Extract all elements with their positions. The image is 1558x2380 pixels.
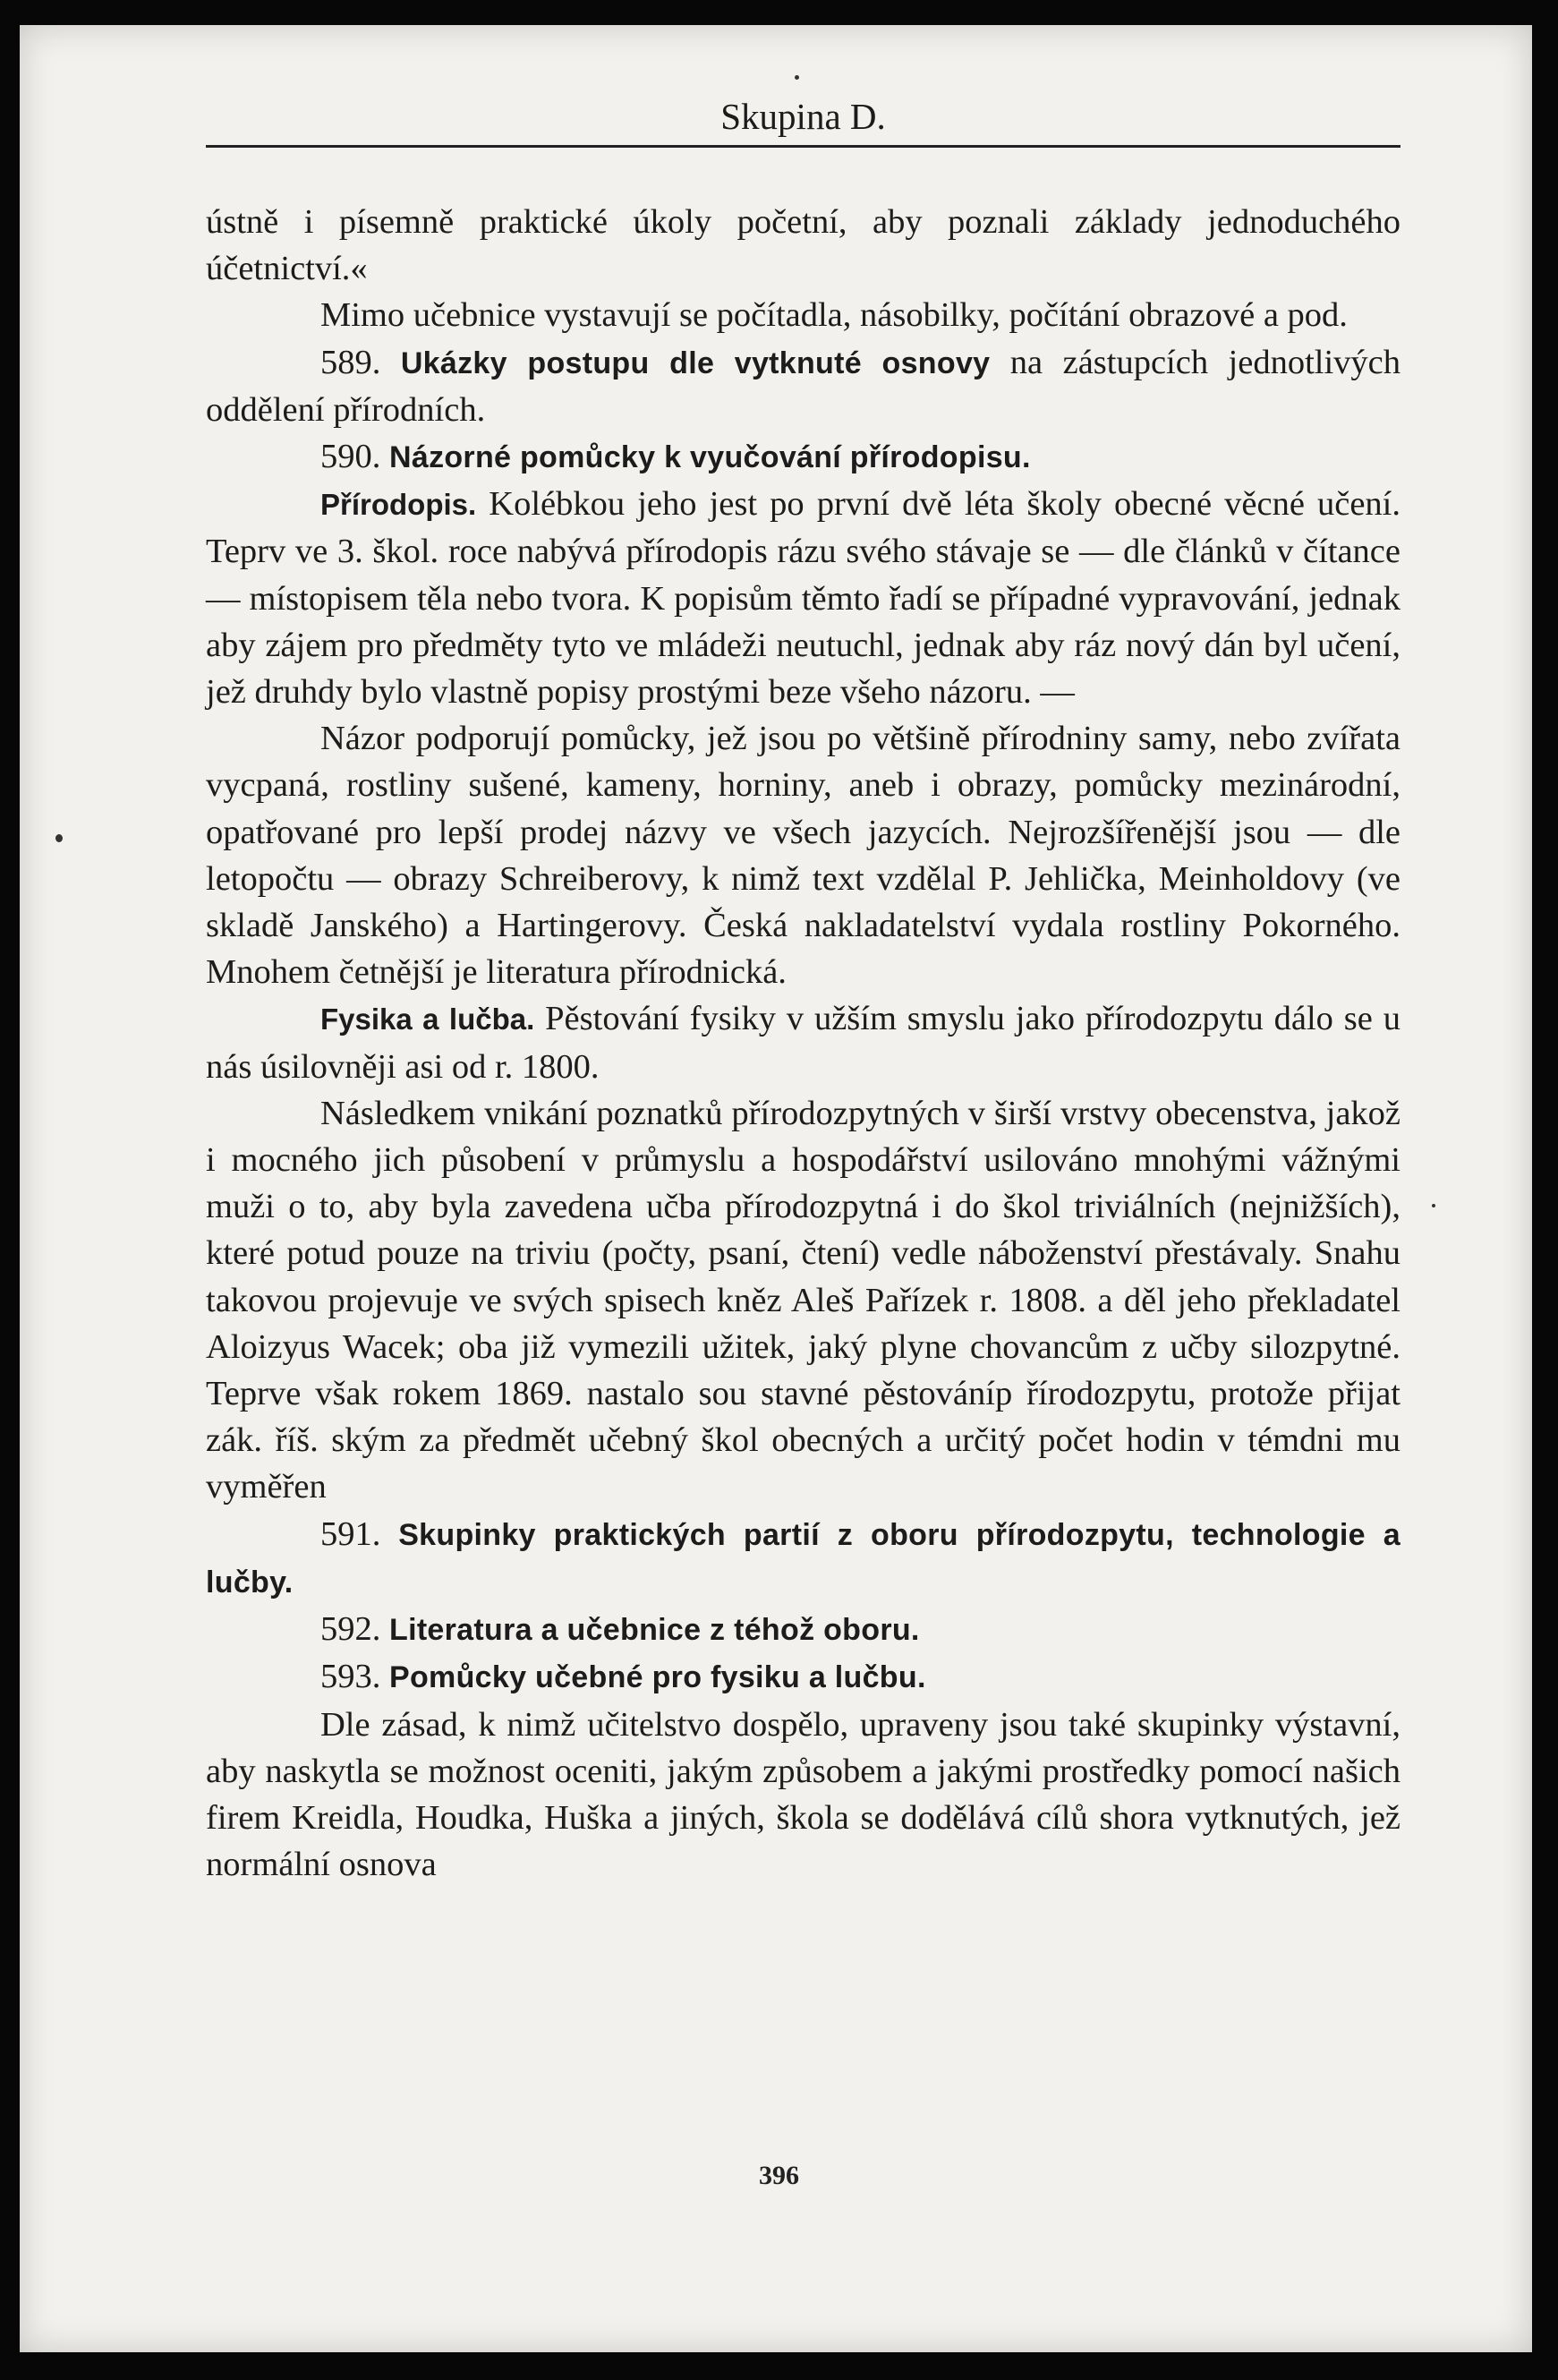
section-heading: Názorné pomůcky k vyučování přírodopisu.	[389, 440, 1031, 475]
paragraph: Následkem vnikání poznatků přírodozpytných v širší vrstvy obecenstva, jakož i mocného jich působení v průmyslu a hospodářství usilováno mnohými vážnými muži o to, aby byla zavedena učba přírodozpytná i do škol triviálních (nejnižších), které potud pouze na triviu (počty, psaní, čtení) vedle náboženství přestávaly. Snahu takovou projevuje ve svých spisech kněz Aleš Pařízek r. 1808. a děl jeho překladatel Aloizyus Wacek; oba již vymezili užitek, jaký plyne chovancům z učby silozpytné. Teprve však rokem 1869. nastalo sou stavné pěstováníp řírodozpytu, protože přijat zák. říš. ským za předmět učebný škol obecných a určitý počet hodin v témdni mu vyměřen	[206, 1094, 1400, 1506]
scan-speck	[55, 834, 63, 842]
paragraph-fysika	[206, 995, 1400, 1089]
paragraph: Názor podporují pomůcky, jež jsou po většině přírodniny samy, nebo zvířata vycpaná, rostliny sušené, kameny, horniny, aneb i obrazy, pomůcky mezinárodní, opatřované pro lepší prodej názvy ve všech jazycích. Nejrozšířenější jsou — dle letopočtu — obrazy Schreiberovy, k nimž text vzdělal P. Jehlička, Meinholdovy (ve skladě Janského) a Hartingerovy. Česká nakladatelství vydala rostliny Pokorného. Mnohem četnější je literatura přírodnická.	[206, 720, 1400, 992]
paragraph-text: Pěstování fysiky v užším smyslu jako přírodozpytu dálo se u nás úsilovněji asi od r. 1800.	[206, 1000, 1400, 1086]
section-593	[206, 1653, 1400, 1701]
section-number: 593.	[320, 1658, 381, 1696]
section-heading: Pomůcky učebné pro fysiku a lučbu.	[389, 1660, 926, 1695]
running-header	[206, 72, 1400, 148]
section-text: na zástupcích jednotlivých oddělení přírodních.	[206, 343, 1400, 429]
scan-speck	[1432, 1204, 1435, 1207]
section-heading: Literatura a učebnice z téhož oboru.	[389, 1613, 920, 1648]
paragraph-text: Kolébkou jeho jest po první dvě léta školy obecné věcné učení. Teprv ve 3. škol. roce nabývá přírodopis rázu svého stávaje se — dle článků v čítance — místopisem těla nebo tvora. K popisům těmto řadí se případné vypravování, jednak aby zájem pro předměty tyto ve mládeži neutuchl, jednak aby ráz nový dán byl učení, jež druhdy bylo vlastně popisy prostými beze všeho názoru. —	[206, 485, 1400, 712]
run-in-heading: Přírodopis.	[320, 488, 477, 522]
page-body	[206, 199, 1400, 1888]
paragraph: Dle zásad, k nimž učitelstvo dospělo, upraveny jsou také skupinky výstavní, aby naskytla se možnost oceniti, jakým způsobem a jakými prostředky pomocí našich firem Kreidla, Houdka, Huška a jiných, škola se dodělává cílů shora vytknutých, jež normální osnova	[206, 1705, 1400, 1884]
section-number: 590.	[320, 438, 381, 476]
run-in-heading: Fysika a lučba.	[320, 1002, 535, 1036]
section-592	[206, 1606, 1400, 1653]
section-number: 589.	[320, 343, 381, 381]
section-590	[206, 433, 1400, 481]
section-591	[206, 1511, 1400, 1606]
header-title: Skupina D.	[720, 96, 886, 137]
section-589	[206, 339, 1400, 433]
section-heading: Skupinky praktických partií z oboru přírodozpytu, technologie a lučby.	[206, 1517, 1400, 1599]
section-heading: Ukázky postupu dle vytknuté osnovy	[400, 345, 991, 380]
page-number: 396	[759, 2161, 799, 2190]
paragraph-prirodopis	[206, 481, 1400, 715]
scan-speck	[795, 75, 799, 80]
paragraph: Mimo učebnice vystavují se počítadla, násobilky, počítání obrazové a pod.	[320, 296, 1348, 335]
section-number: 592.	[320, 1610, 381, 1649]
paragraph: ústně i písemně praktické úkoly početní, aby poznali základy jednoduchého účetnictví.«	[206, 203, 1400, 288]
section-number: 591.	[320, 1514, 381, 1553]
